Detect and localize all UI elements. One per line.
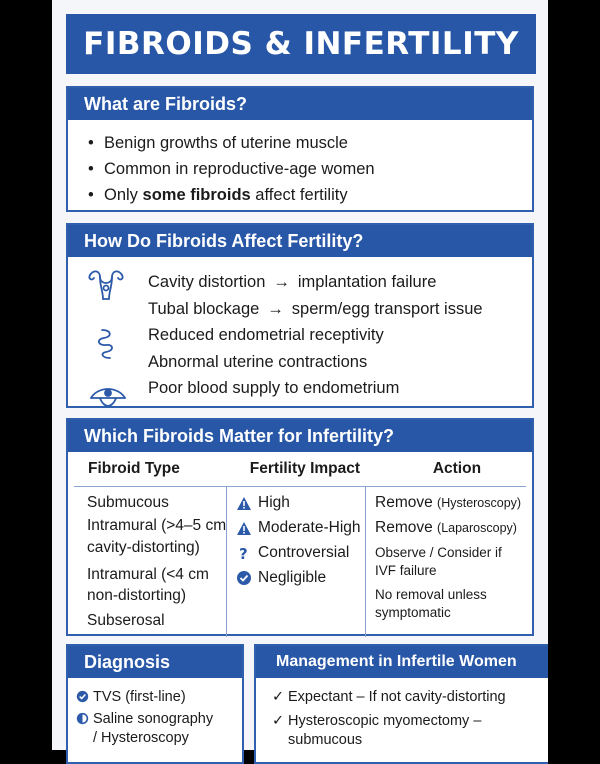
column-divider [365, 487, 366, 637]
fibroid-table-section [66, 418, 534, 636]
fibroid-type: non-distorting) [87, 587, 187, 604]
check-icon: ✓ [272, 689, 285, 705]
section-heading: How Do Fibroids Affect Fertility? [68, 225, 532, 257]
action-cell: IVF failure [375, 563, 437, 578]
impact-label: Controversial [258, 544, 350, 561]
impact-moderate-high [236, 518, 361, 538]
management-item [272, 712, 481, 731]
action-cell: symptomatic [375, 605, 451, 620]
section-heading: Which Fibroids Matter for Infertility? [68, 420, 532, 452]
what-are-fibroids-section [66, 86, 534, 212]
fertility-effects-section [66, 223, 534, 408]
section-heading: What are Fibroids? [68, 88, 532, 120]
diagnosis-item [76, 688, 186, 707]
bullet-emphasis: some fibroids [142, 186, 251, 204]
half-circle-icon [76, 712, 89, 725]
effect-result: sperm/egg transport issue [291, 299, 483, 318]
section-heading: Management in Infertile Women [256, 646, 548, 678]
fibroid-type: Intramural (>4–5 cm [87, 517, 227, 534]
action-sub: (Hysteroscopy) [437, 496, 522, 510]
effect-item: Reduced endometrial receptivity [148, 326, 384, 344]
column-divider [226, 487, 227, 637]
management-item: submucous [288, 732, 363, 748]
check-icon: ✓ [272, 713, 285, 729]
effect-item [68, 269, 532, 296]
question-icon [236, 545, 252, 561]
action-main: Remove [375, 494, 433, 511]
effect-item: Abnormal uterine contractions [148, 352, 368, 371]
fibroid-type: Subserosal [87, 612, 165, 629]
effect-result: implantation failure [297, 273, 437, 291]
management-label: Hysteroscopic myomectomy – [288, 713, 482, 729]
svg-text:?: ? [239, 545, 248, 561]
action-sub: (Laparoscopy) [437, 521, 517, 535]
effect-cause: Cavity distortion [148, 273, 266, 291]
effect-arrow: → [273, 273, 290, 291]
check-circle-icon [76, 690, 89, 703]
bullet-prefix: Only [104, 186, 143, 204]
fibroid-type: Intramural (<4 cm [87, 566, 209, 583]
diagnosis-item: / Hysteroscopy [93, 730, 189, 746]
action-cell [375, 518, 517, 538]
impact-label: Moderate-High [258, 519, 361, 536]
check-circle-icon [236, 570, 252, 586]
page-title: FIBROIDS & INFERTILITY [66, 14, 536, 74]
fibroid-type: cavity-distorting) [87, 539, 200, 556]
bullet-item [88, 182, 532, 208]
bullet-suffix: affect fertility [250, 186, 348, 204]
impact-negligible [236, 568, 326, 588]
warning-icon [236, 521, 252, 536]
impact-controversial [236, 543, 349, 563]
impact-label: High [258, 494, 290, 511]
column-header-action: Action [432, 460, 482, 477]
management-item [272, 688, 506, 707]
effect-item [68, 296, 532, 323]
impact-high [236, 493, 290, 513]
column-header-impact: Fertility Impact [249, 460, 361, 477]
diagnosis-item [76, 710, 213, 729]
bullet-item: • Common in reproductive-age women [88, 156, 532, 182]
action-cell: No removal unless [375, 587, 487, 602]
effect-arrow: → [267, 299, 284, 318]
bullet-item: • Benign growths of uterine muscle [88, 130, 532, 156]
diagnosis-label: Saline sonography [93, 711, 214, 727]
diagnosis-section [66, 644, 244, 764]
effect-item: Poor blood supply to endometrium [148, 379, 400, 397]
management-label: Expectant – If not cavity-distorting [288, 689, 506, 705]
impact-label: Negligible [258, 569, 327, 586]
management-section [254, 644, 548, 764]
infographic-page [52, 0, 548, 750]
action-cell [375, 493, 521, 513]
table-body [68, 487, 532, 637]
table-header [74, 452, 526, 487]
warning-icon [236, 496, 252, 511]
effect-cause: Tubal blockage [148, 299, 260, 318]
action-main: Remove [375, 519, 433, 536]
fibroid-type: Submucous [87, 494, 169, 511]
column-header-type: Fibroid Type [88, 460, 180, 477]
diagnosis-label: TVS (first-line) [93, 689, 186, 705]
section-heading: Diagnosis [68, 646, 242, 678]
action-cell: Observe / Consider if [375, 545, 502, 560]
